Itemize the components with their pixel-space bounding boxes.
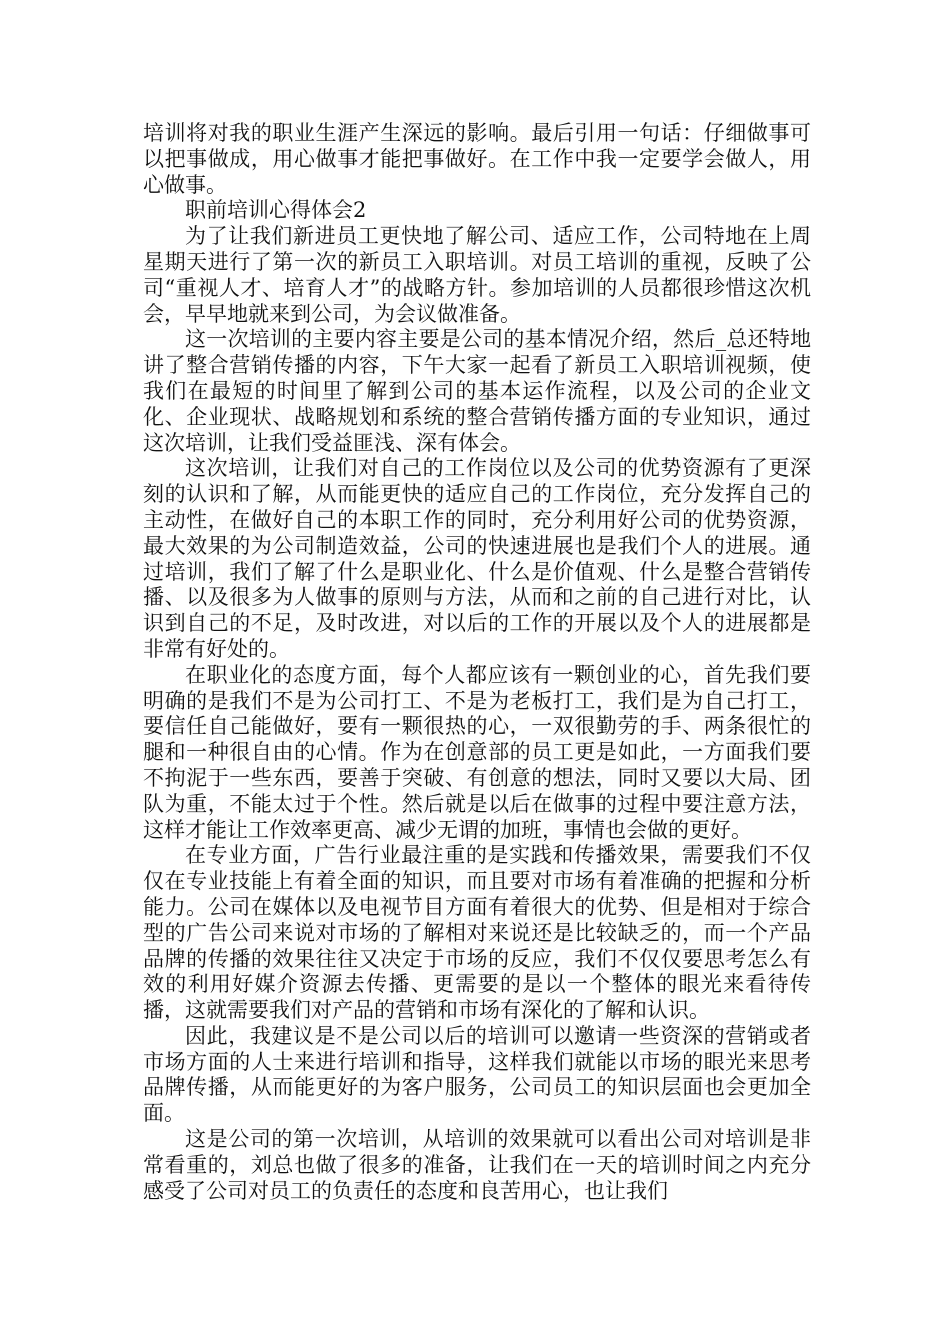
body-paragraph-1: 为了让我们新进员工更快地了解公司、适应工作，公司特地在上周星期天进行了第一次的新员工入职培训。对员工培训的重视，反映了公司“重视人才、培育人才”的战略方针。参加培训的人员都很珍惜这次机会，早早地就来到公司，为会议做准备。 bbox=[143, 224, 811, 326]
body-paragraph-7: 这是公司的第一次培训，从培训的效果就可以看出公司对培训是非常看重的，刘总也做了很多的准备，让我们在一天的培训时间之内充分感受了公司对员工的负责任的态度和良苦用心，也让我们 bbox=[143, 1127, 811, 1203]
body-paragraph-6: 因此，我建议是不是公司以后的培训可以邀请一些资深的营销或者市场方面的人士来进行培训和指导，这样我们就能以市场的眼光来思考品牌传播，从而能更好的为客户服务，公司员工的知识层面也会更加全面。 bbox=[143, 1023, 811, 1126]
section-title: 职前培训心得体会2 bbox=[185, 198, 367, 223]
body-paragraph-5: 在专业方面，广告行业最注重的是实践和传播效果，需要我们不仅仅在专业技能上有着全面的知识，而且要对市场有着准确的把握和分析能力。公司在媒体以及电视节目方面有着很大的优势、但是相对于综合型的广告公司来说对市场的了解相对来说还是比较缺乏的，而一个产品品牌的传播的效果往往又决定于市场的反应，我们不仅仅要思考怎么有效的利用好媒介资源去传播、更需要的是以一个整体的眼光来看待传播，这就需要我们对产品的营销和市场有深化的了解和认识。 bbox=[143, 843, 811, 1023]
intro-paragraph: 培训将对我的职业生涯产生深远的影响。最后引用一句话：仔细做事可以把事做成，用心做事才能把事做好。在工作中我一定要学会做人，用心做事。 bbox=[143, 121, 811, 197]
document-page bbox=[143, 121, 811, 1204]
body-paragraph-4: 在职业化的态度方面，每个人都应该有一颗创业的心，首先我们要明确的是我们不是为公司打工、不是为老板打工，我们是为自己打工，要信任自己能做好，要有一颗很热的心，一双很勤劳的手、两条很忙的腿和一种很自由的心情。作为在创意部的员工更是如此，一方面我们要不拘泥于一些东西，要善于突破、有创意的想法，同时又要以大局、团队为重，不能太过于个性。然后就是以后在做事的过程中要注意方法，这样才能让工作效率更高、减少无谓的加班，事情也会做的更好。 bbox=[143, 662, 811, 842]
body-paragraph-3: 这次培训，让我们对自己的工作岗位以及公司的优势资源有了更深刻的认识和了解，从而能更快的适应自己的工作岗位，充分发挥自己的主动性，在做好自己的本职工作的同时，充分利用好公司的优势资源，最大效果的为公司制造效益，公司的快速进展也是我们个人的进展。通过培训，我们了解了什么是职业化、什么是价值观、什么是整合营销传播、以及很多为人做事的原则与方法，从而和之前的自己进行对比，认识到自己的不足，及时改进，对以后的工作的开展以及个人的进展都是非常有好处的。 bbox=[143, 456, 811, 661]
body-paragraph-2: 这一次培训的主要内容主要是公司的基本情况介绍，然后_总还特地讲了整合营销传播的内容，下午大家一起看了新员工入职培训视频，使我们在最短的时间里了解到公司的基本运作流程，以及公司的企业文化、企业现状、战略规划和系统的整合营销传播方面的专业知识，通过这次培训，让我们受益匪浅、深有体会。 bbox=[143, 327, 811, 455]
